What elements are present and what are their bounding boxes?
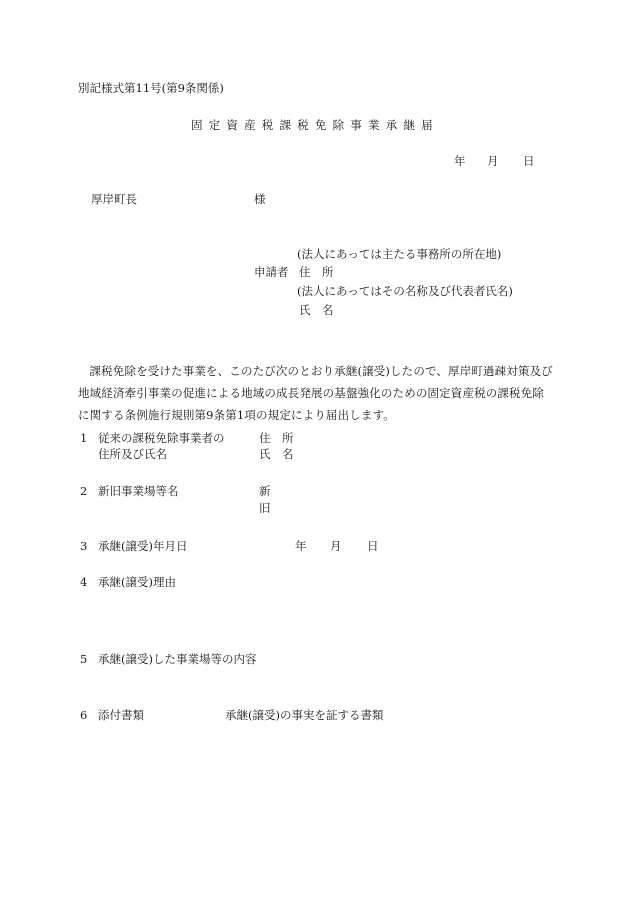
item-4-number: 4 <box>80 575 88 589</box>
document-title: 固定資産税課税免除事業承継届 <box>191 118 439 132</box>
applicant-address-note: (法人にあっては主たる事務所の所在地) <box>297 247 502 261</box>
item-1-number: 1 <box>80 431 88 445</box>
item-1-name-field: 氏 名 <box>259 447 294 461</box>
date-month-label: 月 <box>487 154 499 168</box>
item-3-label: 承継(譲受)年月日 <box>98 539 188 553</box>
item-3-year-label: 年 <box>295 539 307 553</box>
date-day-label: 日 <box>523 154 535 168</box>
item-2-label: 新旧事業場等名 <box>98 484 179 498</box>
addressee-honorific: 様 <box>254 192 266 206</box>
item-4-label: 承継(譲受)理由 <box>98 575 176 589</box>
item-6-label: 添付書類 <box>98 708 144 722</box>
applicant-address-label: 住 所 <box>299 265 334 279</box>
item-2-new-field: 新 <box>259 484 271 498</box>
item-3-month-label: 月 <box>330 539 342 553</box>
item-3-day-label: 日 <box>367 539 379 553</box>
item-3-number: 3 <box>80 539 88 553</box>
body-paragraph <box>78 360 554 426</box>
item-1-label-line1: 従来の課税免除事業者の <box>98 431 225 445</box>
item-1-label-line2: 住所及び氏名 <box>98 447 167 461</box>
addressee-name: 厚岸町長 <box>91 192 137 206</box>
item-2-old-field: 旧 <box>259 501 271 515</box>
body-text: 課税免除を受けた事業を、このたび次のとおり承継(譲受)したので、厚岸町過疎対策及び地域経済牽引事業の促進による地域の成長発展の基盤強化のための固定資産税の課税免除に関する条例施行規則第9条第1項の規定により届出します。 <box>78 364 553 422</box>
item-5-number: 5 <box>80 652 88 666</box>
applicant-label: 申請者 <box>254 265 289 279</box>
item-2-number: 2 <box>80 484 88 498</box>
item-5-label: 承継(譲受)した事業場等の内容 <box>98 652 257 666</box>
date-year-label: 年 <box>454 154 466 168</box>
item-1-address-field: 住 所 <box>259 431 294 445</box>
applicant-name-note: (法人にあってはその名称及び代表者氏名) <box>297 284 513 298</box>
item-6-value: 承継(譲受)の事実を証する書類 <box>225 708 384 722</box>
applicant-name-label: 氏 名 <box>299 303 334 317</box>
form-reference: 別記様式第11号(第9条関係) <box>78 81 224 95</box>
item-6-number: 6 <box>80 708 88 722</box>
